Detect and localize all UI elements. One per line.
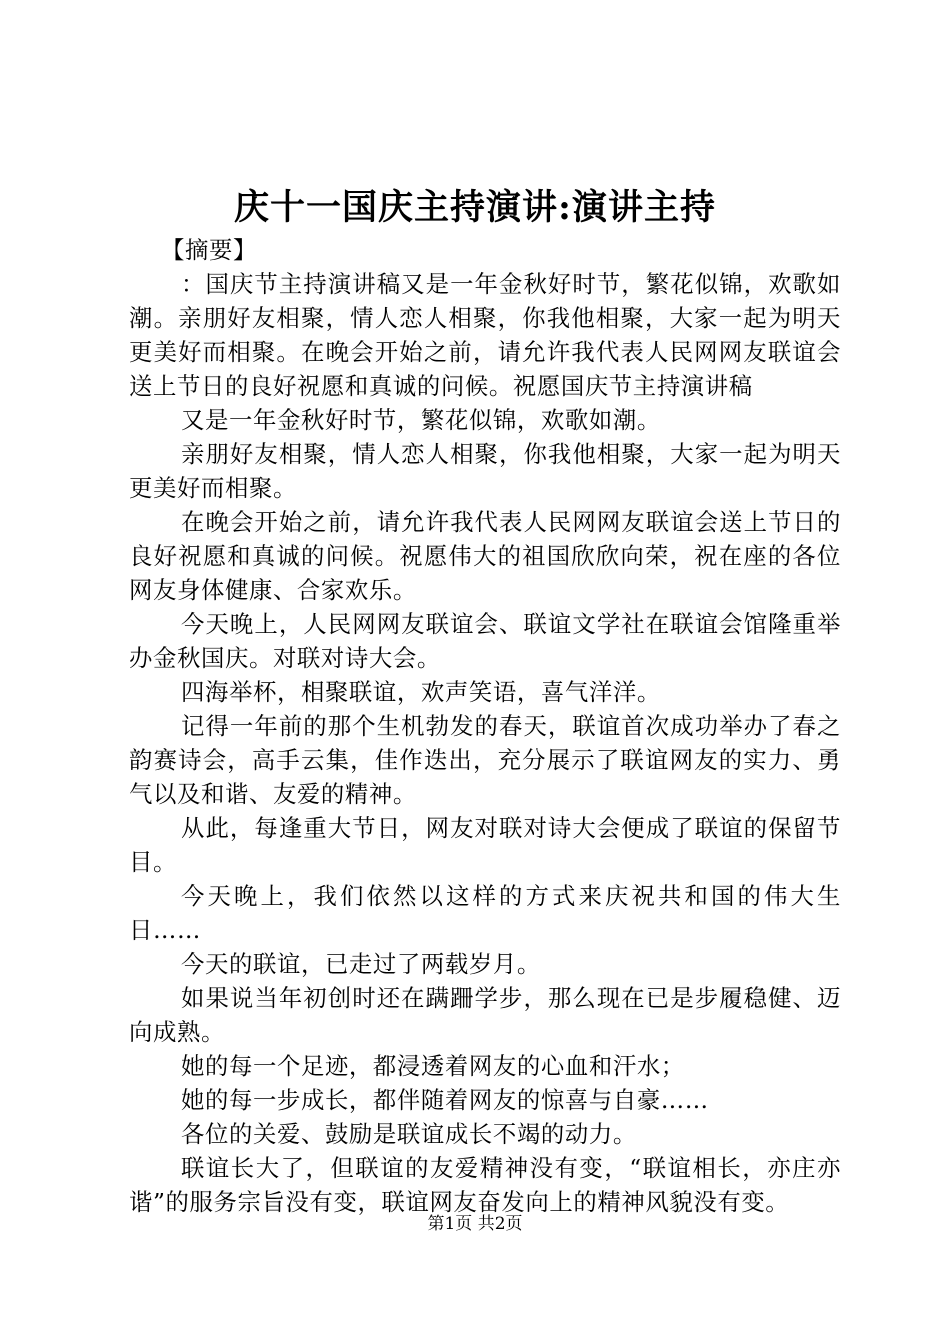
paragraph: 她的每一步成长，都伴随着网友的惊喜与自豪…… [181,1086,709,1114]
paragraph: 四海举杯，相聚联谊，欢声笑语，喜气洋洋。 [181,678,661,706]
paragraph: 各位的关爱、鼓励是联谊成长不竭的动力。 [181,1120,637,1148]
paragraph: 亲朋好友相聚，情人恋人相聚，你我他相聚，大家一起为明天更美好而相聚。 [129,440,841,502]
document-title: 庆十一国庆主持演讲:演讲主持 [234,187,716,228]
paragraph: 今天晚上，我们依然以这样的方式来庆祝共和国的伟大生日…… [129,882,841,944]
document-body [129,233,841,1219]
paragraph: 又是一年金秋好时节，繁花似锦，欢歌如潮。 [181,406,661,434]
paragraph: 今天晚上，人民网网友联谊会、联谊文学社在联谊会馆隆重举办金秋国庆。对联对诗大会。 [129,610,841,672]
paragraph: 今天的联谊，已走过了两载岁月。 [181,950,541,978]
page-footer: 第1页 共2页 [427,1214,523,1234]
paragraph: 如果说当年初创时还在蹒跚学步，那么现在已是步履稳健、迈向成熟。 [129,984,841,1046]
paragraph: 在晚会开始之前，请允许我代表人民网网友联谊会送上节日的良好祝愿和真诚的问候。祝愿伟大的祖国欣欣向荣，祝在座的各位网友身体健康、合家欢乐。 [129,508,841,604]
abstract-label: 【摘要】 [161,236,257,264]
paragraph: 记得一年前的那个生机勃发的春天，联谊首次成功举办了春之韵赛诗会，高手云集，佳作迭出，充分展示了联谊网友的实力、勇气以及和谐、友爱的精神。 [129,712,841,808]
paragraph: 她的每一个足迹，都浸透着网友的心血和汗水； [181,1052,685,1080]
paragraph: 从此，每逢重大节日，网友对联对诗大会便成了联谊的保留节目。 [129,814,841,876]
paragraph: ：国庆节主持演讲稿又是一年金秋好时节，繁花似锦，欢歌如潮。亲朋好友相聚，情人恋人相聚，你我他相聚，大家一起为明天更美好而相聚。在晚会开始之前，请允许我代表人民网网友联谊会送上节日的良好祝愿和真诚的问候。祝愿国庆节主持演讲稿 [129,270,841,400]
paragraph: 联谊长大了，但联谊的友爱精神没有变，“联谊相长，亦庄亦谐”的服务宗旨没有变，联谊网友奋发向上的精神风貌没有变。 [129,1154,841,1216]
